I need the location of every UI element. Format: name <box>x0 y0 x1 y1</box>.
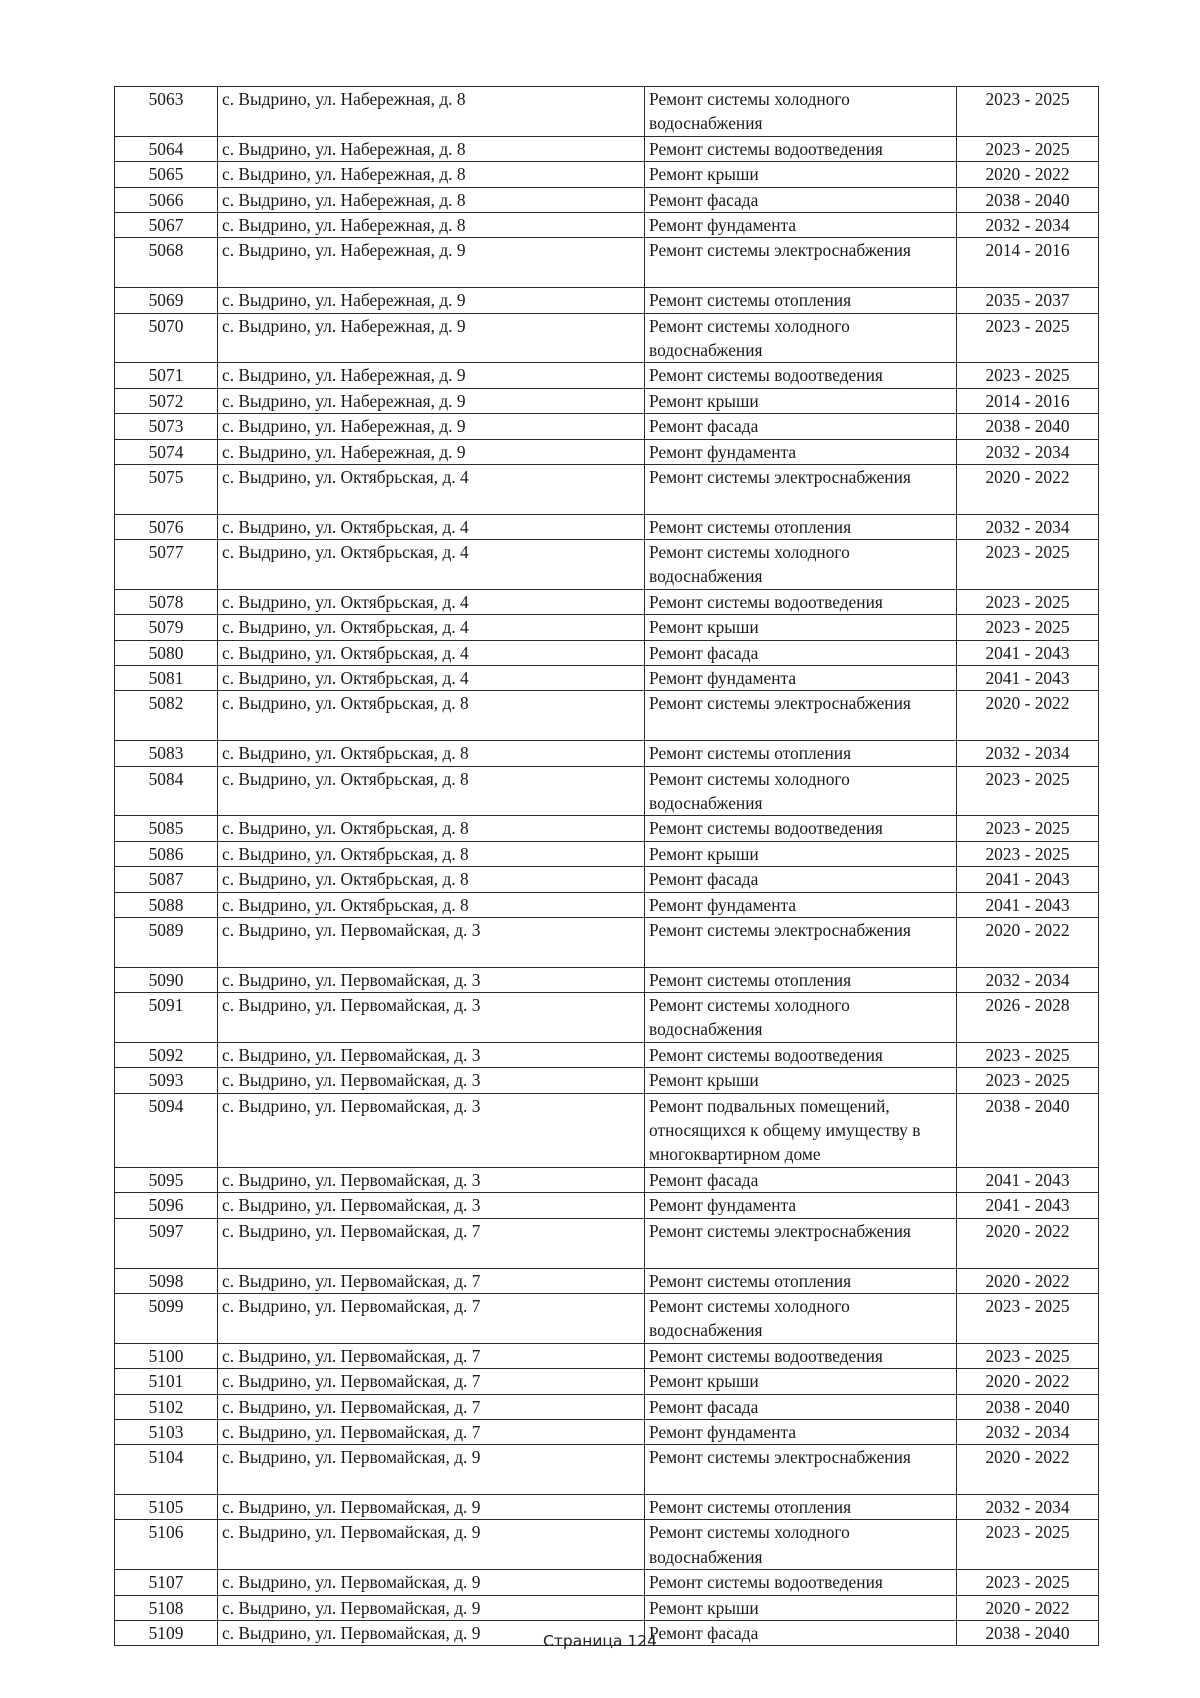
row-number-cell: 5066 <box>115 187 218 212</box>
period-cell: 2020 - 2022 <box>957 1369 1099 1394</box>
table-row <box>115 1167 1099 1192</box>
row-number-cell: 5070 <box>115 313 218 363</box>
table-row <box>115 136 1099 161</box>
work-type-cell: Ремонт системы водоотведения <box>645 136 957 161</box>
table-row <box>115 892 1099 917</box>
repair-schedule-sheet <box>114 86 1098 1646</box>
address-cell: с. Выдрино, ул. Первомайская, д. 3 <box>218 993 645 1043</box>
work-type-cell: Ремонт системы отопления <box>645 967 957 992</box>
period-cell: 2041 - 2043 <box>957 1193 1099 1218</box>
address-cell: с. Выдрино, ул. Первомайская, д. 3 <box>218 1093 645 1167</box>
table-row <box>115 288 1099 313</box>
address-cell: с. Выдрино, ул. Первомайская, д. 9 <box>218 1570 645 1595</box>
work-type-cell: Ремонт крыши <box>645 1369 957 1394</box>
period-cell: 2041 - 2043 <box>957 640 1099 665</box>
address-cell: с. Выдрино, ул. Набережная, д. 8 <box>218 162 645 187</box>
work-type-cell: Ремонт системы холодного водоснабжения <box>645 313 957 363</box>
work-type-cell: Ремонт системы электроснабжения <box>645 691 957 741</box>
address-cell: с. Выдрино, ул. Первомайская, д. 3 <box>218 1193 645 1218</box>
period-cell: 2020 - 2022 <box>957 1595 1099 1620</box>
address-cell: с. Выдрино, ул. Первомайская, д. 3 <box>218 1068 645 1093</box>
work-type-cell: Ремонт крыши <box>645 388 957 413</box>
address-cell: с. Выдрино, ул. Первомайская, д. 7 <box>218 1369 645 1394</box>
work-type-cell: Ремонт фундамента <box>645 892 957 917</box>
row-number-cell: 5091 <box>115 993 218 1043</box>
row-number-cell: 5087 <box>115 867 218 892</box>
work-type-cell: Ремонт системы электроснабжения <box>645 464 957 514</box>
table-row <box>115 238 1099 288</box>
work-type-cell: Ремонт фундамента <box>645 1419 957 1444</box>
address-cell: с. Выдрино, ул. Набережная, д. 9 <box>218 238 645 288</box>
period-cell: 2020 - 2022 <box>957 918 1099 968</box>
row-number-cell: 5103 <box>115 1419 218 1444</box>
table-row <box>115 1093 1099 1167</box>
table-row <box>115 1495 1099 1520</box>
work-type-cell: Ремонт системы холодного водоснабжения <box>645 540 957 590</box>
work-type-cell: Ремонт подвальных помещений, относящихся к общему имуществу в многоквартирном доме <box>645 1093 957 1167</box>
work-type-cell: Ремонт системы отопления <box>645 1268 957 1293</box>
address-cell: с. Выдрино, ул. Октябрьская, д. 4 <box>218 640 645 665</box>
row-number-cell: 5081 <box>115 666 218 691</box>
row-number-cell: 5083 <box>115 741 218 766</box>
period-cell: 2023 - 2025 <box>957 1570 1099 1595</box>
period-cell: 2020 - 2022 <box>957 1218 1099 1268</box>
table-body <box>115 87 1099 1646</box>
address-cell: с. Выдрино, ул. Первомайская, д. 9 <box>218 1495 645 1520</box>
row-number-cell: 5099 <box>115 1293 218 1343</box>
period-cell: 2023 - 2025 <box>957 136 1099 161</box>
address-cell: с. Выдрино, ул. Первомайская, д. 9 <box>218 1445 645 1495</box>
row-number-cell: 5084 <box>115 766 218 816</box>
period-cell: 2032 - 2034 <box>957 212 1099 237</box>
period-cell: 2032 - 2034 <box>957 514 1099 539</box>
row-number-cell: 5072 <box>115 388 218 413</box>
work-type-cell: Ремонт крыши <box>645 1595 957 1620</box>
address-cell: с. Выдрино, ул. Первомайская, д. 7 <box>218 1343 645 1368</box>
work-type-cell: Ремонт системы водоотведения <box>645 1343 957 1368</box>
row-number-cell: 5082 <box>115 691 218 741</box>
row-number-cell: 5096 <box>115 1193 218 1218</box>
table-row <box>115 1445 1099 1495</box>
table-row <box>115 464 1099 514</box>
table-row <box>115 1042 1099 1067</box>
address-cell: с. Выдрино, ул. Октябрьская, д. 8 <box>218 816 645 841</box>
address-cell: с. Выдрино, ул. Первомайская, д. 9 <box>218 1621 645 1646</box>
table-row <box>115 313 1099 363</box>
row-number-cell: 5105 <box>115 1495 218 1520</box>
row-number-cell: 5077 <box>115 540 218 590</box>
period-cell: 2023 - 2025 <box>957 1042 1099 1067</box>
period-cell: 2023 - 2025 <box>957 540 1099 590</box>
row-number-cell: 5065 <box>115 162 218 187</box>
period-cell: 2023 - 2025 <box>957 766 1099 816</box>
work-type-cell: Ремонт системы водоотведения <box>645 816 957 841</box>
period-cell: 2032 - 2034 <box>957 741 1099 766</box>
address-cell: с. Выдрино, ул. Набережная, д. 8 <box>218 136 645 161</box>
period-cell: 2032 - 2034 <box>957 439 1099 464</box>
work-type-cell: Ремонт системы холодного водоснабжения <box>645 766 957 816</box>
work-type-cell: Ремонт системы отопления <box>645 514 957 539</box>
table-row <box>115 816 1099 841</box>
work-type-cell: Ремонт крыши <box>645 615 957 640</box>
work-type-cell: Ремонт системы холодного водоснабжения <box>645 1520 957 1570</box>
address-cell: с. Выдрино, ул. Первомайская, д. 7 <box>218 1268 645 1293</box>
period-cell: 2023 - 2025 <box>957 363 1099 388</box>
work-type-cell: Ремонт крыши <box>645 1068 957 1093</box>
address-cell: с. Выдрино, ул. Октябрьская, д. 8 <box>218 841 645 866</box>
period-cell: 2023 - 2025 <box>957 1520 1099 1570</box>
address-cell: с. Выдрино, ул. Набережная, д. 8 <box>218 187 645 212</box>
work-type-cell: Ремонт фундамента <box>645 212 957 237</box>
work-type-cell: Ремонт системы холодного водоснабжения <box>645 1293 957 1343</box>
row-number-cell: 5107 <box>115 1570 218 1595</box>
row-number-cell: 5074 <box>115 439 218 464</box>
work-type-cell: Ремонт фундамента <box>645 1193 957 1218</box>
period-cell: 2023 - 2025 <box>957 1068 1099 1093</box>
address-cell: с. Выдрино, ул. Первомайская, д. 7 <box>218 1293 645 1343</box>
table-row <box>115 514 1099 539</box>
address-cell: с. Выдрино, ул. Набережная, д. 9 <box>218 313 645 363</box>
table-row <box>115 741 1099 766</box>
work-type-cell: Ремонт системы электроснабжения <box>645 918 957 968</box>
work-type-cell: Ремонт фасада <box>645 640 957 665</box>
period-cell: 2014 - 2016 <box>957 388 1099 413</box>
work-type-cell: Ремонт системы водоотведения <box>645 1042 957 1067</box>
address-cell: с. Выдрино, ул. Октябрьская, д. 4 <box>218 514 645 539</box>
address-cell: с. Выдрино, ул. Октябрьская, д. 4 <box>218 540 645 590</box>
address-cell: с. Выдрино, ул. Октябрьская, д. 4 <box>218 615 645 640</box>
row-number-cell: 5085 <box>115 816 218 841</box>
work-type-cell: Ремонт фасада <box>645 1167 957 1192</box>
page-number: Страница 124 <box>543 1632 657 1650</box>
period-cell: 2041 - 2043 <box>957 892 1099 917</box>
row-number-cell: 5093 <box>115 1068 218 1093</box>
row-number-cell: 5092 <box>115 1042 218 1067</box>
work-type-cell: Ремонт системы электроснабжения <box>645 1445 957 1495</box>
table-row <box>115 1293 1099 1343</box>
row-number-cell: 5109 <box>115 1621 218 1646</box>
period-cell: 2020 - 2022 <box>957 464 1099 514</box>
work-type-cell: Ремонт фасада <box>645 187 957 212</box>
period-cell: 2041 - 2043 <box>957 867 1099 892</box>
work-type-cell: Ремонт фасада <box>645 867 957 892</box>
period-cell: 2023 - 2025 <box>957 841 1099 866</box>
table-row <box>115 1419 1099 1444</box>
period-cell: 2014 - 2016 <box>957 238 1099 288</box>
table-row <box>115 1394 1099 1419</box>
address-cell: с. Выдрино, ул. Набережная, д. 9 <box>218 388 645 413</box>
address-cell: с. Выдрино, ул. Октябрьская, д. 8 <box>218 691 645 741</box>
row-number-cell: 5080 <box>115 640 218 665</box>
address-cell: с. Выдрино, ул. Октябрьская, д. 8 <box>218 741 645 766</box>
work-type-cell: Ремонт системы холодного водоснабжения <box>645 87 957 137</box>
period-cell: 2020 - 2022 <box>957 1445 1099 1495</box>
address-cell: с. Выдрино, ул. Октябрьская, д. 4 <box>218 666 645 691</box>
address-cell: с. Выдрино, ул. Октябрьская, д. 8 <box>218 867 645 892</box>
period-cell: 2023 - 2025 <box>957 1293 1099 1343</box>
table-row <box>115 363 1099 388</box>
row-number-cell: 5100 <box>115 1343 218 1368</box>
period-cell: 2023 - 2025 <box>957 87 1099 137</box>
row-number-cell: 5090 <box>115 967 218 992</box>
address-cell: с. Выдрино, ул. Октябрьская, д. 4 <box>218 464 645 514</box>
table-row <box>115 1068 1099 1093</box>
period-cell: 2020 - 2022 <box>957 691 1099 741</box>
table-row <box>115 589 1099 614</box>
address-cell: с. Выдрино, ул. Первомайская, д. 3 <box>218 1167 645 1192</box>
row-number-cell: 5067 <box>115 212 218 237</box>
period-cell: 2041 - 2043 <box>957 1167 1099 1192</box>
period-cell: 2020 - 2022 <box>957 1268 1099 1293</box>
address-cell: с. Выдрино, ул. Октябрьская, д. 8 <box>218 892 645 917</box>
address-cell: с. Выдрино, ул. Набережная, д. 8 <box>218 212 645 237</box>
address-cell: с. Выдрино, ул. Набережная, д. 9 <box>218 363 645 388</box>
row-number-cell: 5079 <box>115 615 218 640</box>
table-row <box>115 691 1099 741</box>
row-number-cell: 5068 <box>115 238 218 288</box>
work-type-cell: Ремонт фасада <box>645 1394 957 1419</box>
period-cell: 2038 - 2040 <box>957 1621 1099 1646</box>
address-cell: с. Выдрино, ул. Первомайская, д. 7 <box>218 1394 645 1419</box>
period-cell: 2032 - 2034 <box>957 967 1099 992</box>
table-row <box>115 162 1099 187</box>
table-row <box>115 187 1099 212</box>
row-number-cell: 5106 <box>115 1520 218 1570</box>
table-row <box>115 540 1099 590</box>
row-number-cell: 5095 <box>115 1167 218 1192</box>
table-row <box>115 993 1099 1043</box>
address-cell: с. Выдрино, ул. Первомайская, д. 3 <box>218 967 645 992</box>
row-number-cell: 5073 <box>115 414 218 439</box>
table-row <box>115 1218 1099 1268</box>
work-type-cell: Ремонт системы водоотведения <box>645 363 957 388</box>
period-cell: 2038 - 2040 <box>957 187 1099 212</box>
work-type-cell: Ремонт фасада <box>645 414 957 439</box>
row-number-cell: 5089 <box>115 918 218 968</box>
table-row <box>115 1268 1099 1293</box>
row-number-cell: 5086 <box>115 841 218 866</box>
row-number-cell: 5102 <box>115 1394 218 1419</box>
period-cell: 2023 - 2025 <box>957 816 1099 841</box>
period-cell: 2023 - 2025 <box>957 615 1099 640</box>
period-cell: 2035 - 2037 <box>957 288 1099 313</box>
repair-schedule-table <box>114 86 1099 1646</box>
work-type-cell: Ремонт системы водоотведения <box>645 589 957 614</box>
row-number-cell: 5104 <box>115 1445 218 1495</box>
work-type-cell: Ремонт крыши <box>645 841 957 866</box>
address-cell: с. Выдрино, ул. Октябрьская, д. 4 <box>218 589 645 614</box>
address-cell: с. Выдрино, ул. Первомайская, д. 3 <box>218 918 645 968</box>
table-row <box>115 666 1099 691</box>
table-row <box>115 841 1099 866</box>
address-cell: с. Выдрино, ул. Набережная, д. 8 <box>218 87 645 137</box>
work-type-cell: Ремонт системы отопления <box>645 741 957 766</box>
period-cell: 2023 - 2025 <box>957 589 1099 614</box>
period-cell: 2032 - 2034 <box>957 1419 1099 1444</box>
address-cell: с. Выдрино, ул. Первомайская, д. 7 <box>218 1419 645 1444</box>
period-cell: 2032 - 2034 <box>957 1495 1099 1520</box>
work-type-cell: Ремонт системы отопления <box>645 1495 957 1520</box>
work-type-cell: Ремонт фасада <box>645 1621 957 1646</box>
work-type-cell: Ремонт системы холодного водоснабжения <box>645 993 957 1043</box>
row-number-cell: 5078 <box>115 589 218 614</box>
table-row <box>115 1595 1099 1620</box>
row-number-cell: 5097 <box>115 1218 218 1268</box>
address-cell: с. Выдрино, ул. Октябрьская, д. 8 <box>218 766 645 816</box>
row-number-cell: 5108 <box>115 1595 218 1620</box>
row-number-cell: 5071 <box>115 363 218 388</box>
table-row <box>115 867 1099 892</box>
row-number-cell: 5076 <box>115 514 218 539</box>
period-cell: 2041 - 2043 <box>957 666 1099 691</box>
row-number-cell: 5101 <box>115 1369 218 1394</box>
table-row <box>115 1520 1099 1570</box>
work-type-cell: Ремонт системы отопления <box>645 288 957 313</box>
row-number-cell: 5094 <box>115 1093 218 1167</box>
table-row <box>115 1369 1099 1394</box>
table-row <box>115 87 1099 137</box>
table-row <box>115 967 1099 992</box>
table-row <box>115 414 1099 439</box>
row-number-cell: 5088 <box>115 892 218 917</box>
row-number-cell: 5063 <box>115 87 218 137</box>
work-type-cell: Ремонт фундамента <box>645 666 957 691</box>
work-type-cell: Ремонт системы электроснабжения <box>645 238 957 288</box>
address-cell: с. Выдрино, ул. Набережная, д. 9 <box>218 414 645 439</box>
period-cell: 2026 - 2028 <box>957 993 1099 1043</box>
address-cell: с. Выдрино, ул. Набережная, д. 9 <box>218 288 645 313</box>
period-cell: 2038 - 2040 <box>957 1394 1099 1419</box>
address-cell: с. Выдрино, ул. Первомайская, д. 7 <box>218 1218 645 1268</box>
address-cell: с. Выдрино, ул. Первомайская, д. 3 <box>218 1042 645 1067</box>
table-row <box>115 766 1099 816</box>
period-cell: 2023 - 2025 <box>957 313 1099 363</box>
table-row <box>115 918 1099 968</box>
row-number-cell: 5098 <box>115 1268 218 1293</box>
address-cell: с. Выдрино, ул. Первомайская, д. 9 <box>218 1520 645 1570</box>
table-row <box>115 1343 1099 1368</box>
address-cell: с. Выдрино, ул. Первомайская, д. 9 <box>218 1595 645 1620</box>
table-row <box>115 212 1099 237</box>
table-row <box>115 615 1099 640</box>
period-cell: 2023 - 2025 <box>957 1343 1099 1368</box>
row-number-cell: 5069 <box>115 288 218 313</box>
table-row <box>115 388 1099 413</box>
row-number-cell: 5075 <box>115 464 218 514</box>
table-row <box>115 640 1099 665</box>
address-cell: с. Выдрино, ул. Набережная, д. 9 <box>218 439 645 464</box>
table-row <box>115 439 1099 464</box>
table-row <box>115 1193 1099 1218</box>
period-cell: 2038 - 2040 <box>957 414 1099 439</box>
table-row <box>115 1570 1099 1595</box>
work-type-cell: Ремонт крыши <box>645 162 957 187</box>
row-number-cell: 5064 <box>115 136 218 161</box>
work-type-cell: Ремонт системы водоотведения <box>645 1570 957 1595</box>
work-type-cell: Ремонт системы электроснабжения <box>645 1218 957 1268</box>
work-type-cell: Ремонт фундамента <box>645 439 957 464</box>
period-cell: 2038 - 2040 <box>957 1093 1099 1167</box>
period-cell: 2020 - 2022 <box>957 162 1099 187</box>
